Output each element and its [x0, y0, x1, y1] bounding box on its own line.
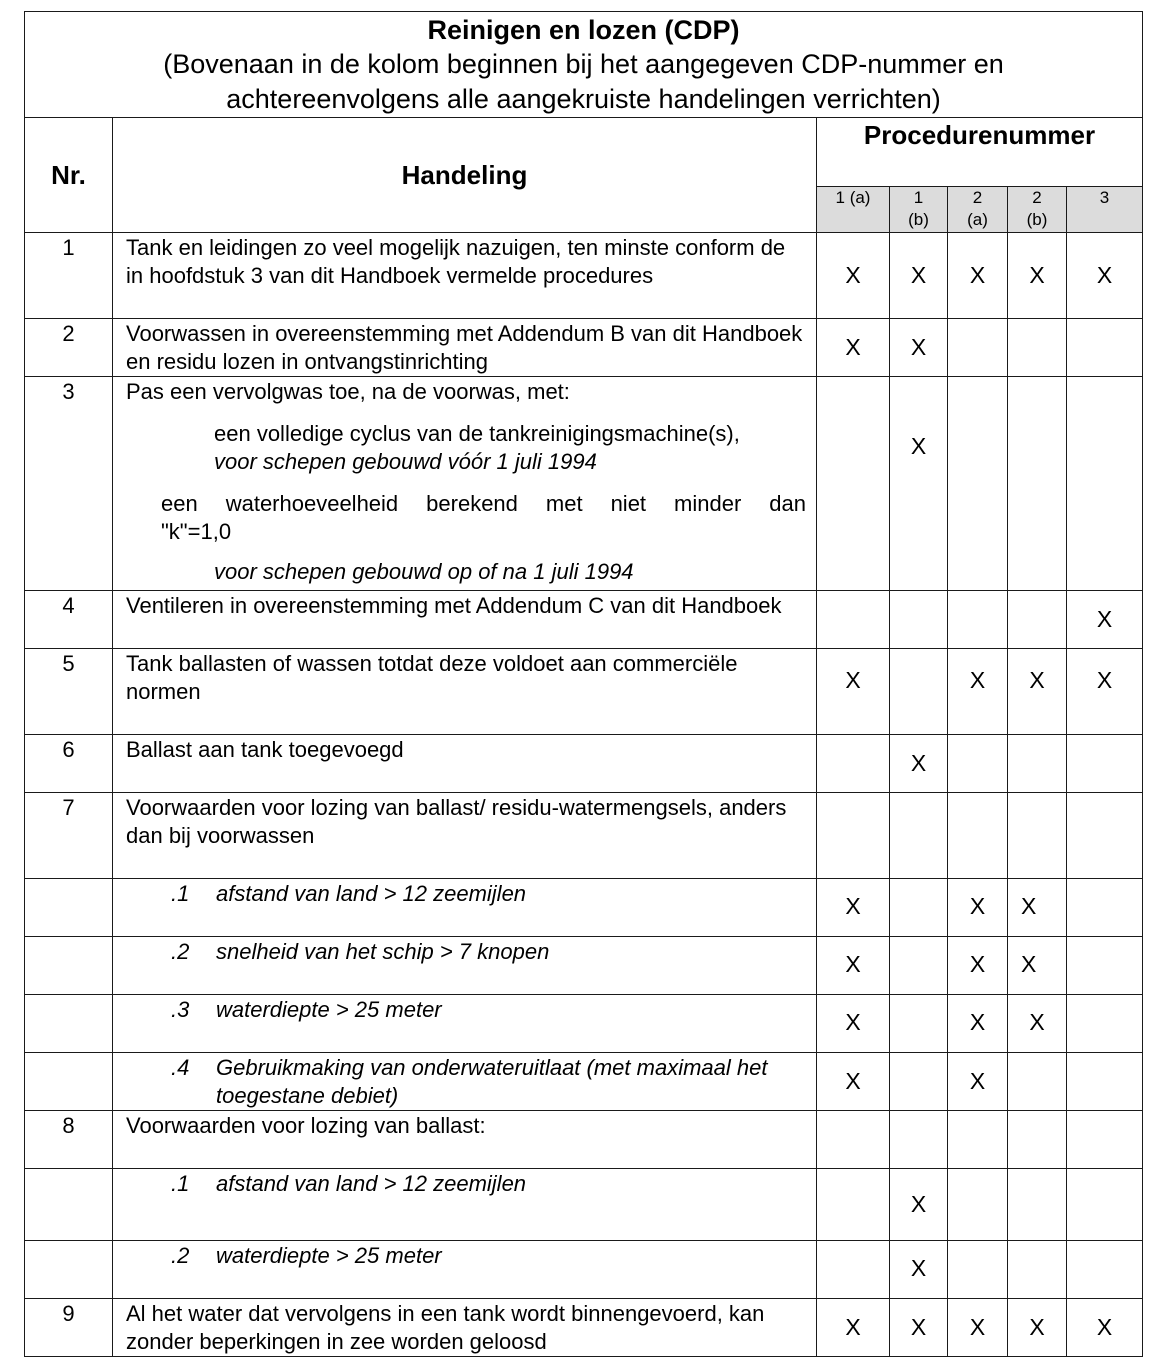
subheader-label: (b) [908, 210, 929, 229]
subheader-1a [817, 187, 890, 233]
subheader-label: 1 (a) [835, 188, 871, 207]
row-number [25, 1241, 113, 1299]
sub-number: .4 [171, 1055, 190, 1080]
subheader-label: 2 [972, 188, 983, 207]
mark-cell [817, 591, 890, 649]
mark-cell: X [817, 937, 890, 995]
header-procedurenummer: Procedurenummer [817, 118, 1143, 187]
mark-cell [817, 1111, 890, 1169]
mark-cell [948, 1241, 1008, 1299]
table-row [25, 233, 1143, 319]
sub-text: Gebruikmaking van onderwateruitlaat (met maximaal het toegestane debiet) [216, 1055, 768, 1108]
table-row [25, 879, 1143, 937]
mark-cell: X [948, 995, 1008, 1053]
row-handeling [113, 1169, 817, 1241]
title-main: Reinigen en lozen (CDP) [427, 15, 740, 45]
mark-cell [817, 735, 890, 793]
row-number [25, 879, 113, 937]
table-row [25, 649, 1143, 735]
mark-cell: X [817, 649, 890, 735]
mark-cell: X [817, 319, 890, 377]
row-handeling [113, 1053, 817, 1111]
mark-cell: X [1067, 649, 1143, 735]
row-handeling [113, 937, 817, 995]
row-number [25, 995, 113, 1053]
row-handeling: Voorwassen in overeenstemming met Addendum B van dit Handboek en residu lozen in ontvangstinrichting [113, 319, 817, 377]
row-number: 3 [25, 377, 113, 591]
mark-cell: X [1008, 1299, 1067, 1357]
mark-cell: X [1067, 233, 1143, 319]
row-handeling [113, 1241, 817, 1299]
mark-cell: X [1008, 995, 1067, 1053]
mark-cell [817, 793, 890, 879]
mark-cell [1008, 377, 1067, 591]
row-handeling: Voorwaarden voor lozing van ballast/ residu-watermengsels, anders dan bij voorwassen [113, 793, 817, 879]
mark-cell: X [948, 937, 1008, 995]
row-handeling [113, 377, 817, 591]
row-handeling [113, 995, 817, 1053]
title-sub-line1: (Bovenaan in de kolom beginnen bij het aangegeven CDP-nummer en [163, 49, 1004, 79]
mark-cell: X [890, 377, 948, 591]
sub-text: snelheid van het schip > 7 knopen [216, 939, 550, 964]
sub-number: .2 [171, 939, 190, 964]
mark-cell: X [817, 1053, 890, 1111]
mark-cell: X [948, 1053, 1008, 1111]
mark-cell [890, 793, 948, 879]
mark-cell: X [948, 233, 1008, 319]
title-sub-line2: achtereenvolgens alle aangekruiste handelingen verrichten) [226, 84, 941, 114]
row-number: 1 [25, 233, 113, 319]
table-row [25, 995, 1143, 1053]
row-number [25, 1169, 113, 1241]
row-handeling: Ballast aan tank toegevoegd [113, 735, 817, 793]
mark-cell [1067, 735, 1143, 793]
row-handeling: Tank en leidingen zo veel mogelijk nazuigen, ten minste conform de in hoofdstuk 3 van dit Handboek vermelde procedures [113, 233, 817, 319]
row-number: 2 [25, 319, 113, 377]
subheader-2a [948, 187, 1008, 233]
mark-cell: X [817, 233, 890, 319]
subheader-label: 3 [1099, 188, 1110, 207]
mark-cell: X [1008, 937, 1067, 995]
mark-cell: X [817, 1299, 890, 1357]
mark-cell [1067, 879, 1143, 937]
sub-number: .3 [171, 997, 190, 1022]
mark-cell [1067, 995, 1143, 1053]
sub-number: .1 [171, 881, 190, 906]
row-handeling: Tank ballasten of wassen totdat deze voldoet aan commerciële normen [113, 649, 817, 735]
table-row [25, 735, 1143, 793]
mark-cell [1008, 793, 1067, 879]
sub-text: afstand van land > 12 zeemijlen [216, 1171, 527, 1196]
mark-cell [948, 377, 1008, 591]
header-nr: Nr. [25, 118, 113, 233]
subheader-label: (b) [1026, 210, 1048, 229]
table-row [25, 1299, 1143, 1357]
sub-number: .1 [171, 1171, 190, 1196]
mark-cell [1067, 1111, 1143, 1169]
mark-cell [948, 591, 1008, 649]
mark-cell [1008, 591, 1067, 649]
mark-cell: X [948, 1299, 1008, 1357]
mark-cell: X [1067, 591, 1143, 649]
table-row [25, 1241, 1143, 1299]
row-number [25, 937, 113, 995]
row-number: 9 [25, 1299, 113, 1357]
mark-cell [890, 1111, 948, 1169]
mark-cell [948, 735, 1008, 793]
option-b-line3: voor schepen gebouwd op of na 1 juli 1994 [214, 559, 634, 584]
subheader-label: 1 [913, 188, 924, 207]
row-number: 8 [25, 1111, 113, 1169]
mark-cell [948, 1111, 1008, 1169]
mark-cell: X [948, 649, 1008, 735]
row-number: 5 [25, 649, 113, 735]
subheader-label: (a) [967, 210, 988, 229]
mark-cell: X [890, 233, 948, 319]
mark-cell [948, 1169, 1008, 1241]
mark-cell [890, 1053, 948, 1111]
mark-cell [890, 937, 948, 995]
mark-cell [1008, 319, 1067, 377]
subheader-label: 2 [1032, 188, 1042, 207]
mark-cell: X [817, 879, 890, 937]
mark-cell [890, 995, 948, 1053]
mark-cell [1067, 1241, 1143, 1299]
sub-number: .2 [171, 1243, 190, 1268]
mark-cell [1067, 793, 1143, 879]
sub-text: afstand van land > 12 zeemijlen [216, 881, 527, 906]
subheader-1b [890, 187, 948, 233]
table-title [25, 12, 1143, 118]
mark-cell [1067, 1169, 1143, 1241]
mark-cell [948, 319, 1008, 377]
mark-cell [1008, 1111, 1067, 1169]
mark-cell [1067, 377, 1143, 591]
row-number: 7 [25, 793, 113, 879]
mark-cell [890, 649, 948, 735]
mark-cell [1008, 1241, 1067, 1299]
mark-cell: X [1008, 649, 1067, 735]
table-row [25, 377, 1143, 591]
row-handeling: Al het water dat vervolgens in een tank wordt binnengevoerd, kan zonder beperkingen in zee worden geloosd [113, 1299, 817, 1357]
option-a-line1: een volledige cyclus van de tankreinigingsmachine(s), [214, 421, 740, 446]
option-b-line1: een waterhoeveelheid berekend met niet minder dan [161, 491, 806, 516]
mark-cell: X [1008, 233, 1067, 319]
row-handeling: Voorwaarden voor lozing van ballast: [113, 1111, 817, 1169]
option-b-line2: "k"=1,0 [161, 519, 232, 544]
mark-cell: X [1008, 879, 1067, 937]
mark-cell [890, 879, 948, 937]
table-row [25, 1053, 1143, 1111]
subheader-2b [1008, 187, 1067, 233]
mark-cell: X [890, 735, 948, 793]
mark-cell: X [1067, 1299, 1143, 1357]
sub-text: waterdiepte > 25 meter [216, 1243, 442, 1268]
mark-cell [1008, 1053, 1067, 1111]
mark-cell [1067, 319, 1143, 377]
mark-cell [1008, 735, 1067, 793]
mark-cell [1008, 1169, 1067, 1241]
row-handeling: Ventileren in overeenstemming met Addendum C van dit Handboek [113, 591, 817, 649]
header-handeling: Handeling [113, 118, 817, 233]
table-row [25, 1111, 1143, 1169]
subheader-3 [1067, 187, 1143, 233]
table-row [25, 319, 1143, 377]
mark-cell [817, 377, 890, 591]
mark-cell [1067, 937, 1143, 995]
row-handeling [113, 879, 817, 937]
table-row [25, 591, 1143, 649]
table-row [25, 793, 1143, 879]
mark-cell: X [890, 1241, 948, 1299]
row-number [25, 1053, 113, 1111]
row-number: 6 [25, 735, 113, 793]
mark-cell: X [890, 319, 948, 377]
option-a-line2: voor schepen gebouwd vóór 1 juli 1994 [214, 449, 597, 474]
mark-cell [948, 793, 1008, 879]
row-intro: Pas een vervolgwas toe, na de voorwas, met: [126, 379, 570, 404]
mark-cell: X [890, 1299, 948, 1357]
mark-cell: X [948, 879, 1008, 937]
table-row [25, 937, 1143, 995]
mark-cell [817, 1241, 890, 1299]
sub-text: waterdiepte > 25 meter [216, 997, 442, 1022]
mark-cell [1067, 1053, 1143, 1111]
mark-cell: X [817, 995, 890, 1053]
mark-cell [817, 1169, 890, 1241]
row-number: 4 [25, 591, 113, 649]
table-row [25, 1169, 1143, 1241]
cdp-table [24, 11, 1143, 1357]
mark-cell [890, 591, 948, 649]
option-a [126, 420, 806, 476]
mark-cell: X [890, 1169, 948, 1241]
